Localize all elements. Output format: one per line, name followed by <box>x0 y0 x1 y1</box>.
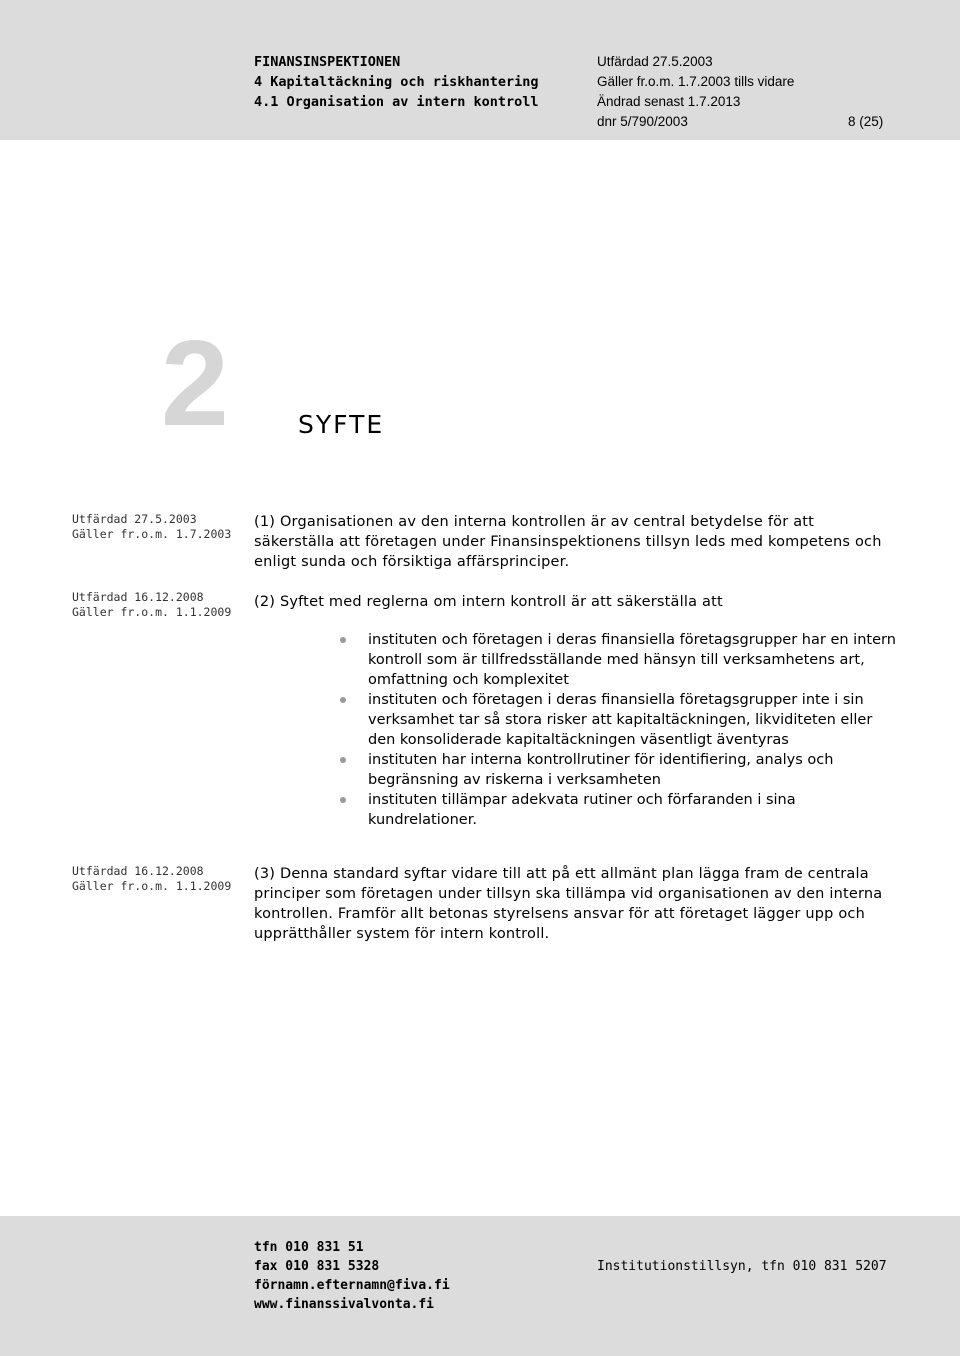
margin-note-valid: Gäller fr.o.m. 1.1.2009 <box>72 605 232 619</box>
paragraph-2: (2) Syftet med reglerna om intern kontroll är att säkerställa att <box>254 594 723 610</box>
margin-note <box>72 864 231 894</box>
bullet-icon <box>340 697 346 703</box>
page-header <box>0 0 960 140</box>
bullet-icon <box>340 757 346 763</box>
margin-note <box>72 512 231 542</box>
header-valid: Gäller fr.o.m. 1.7.2003 tills vidare <box>597 74 795 89</box>
footer-phone: tfn 010 831 51 <box>254 1240 364 1255</box>
page-footer <box>0 1216 960 1356</box>
margin-note-valid: Gäller fr.o.m. 1.7.2003 <box>72 527 232 541</box>
purpose-bullet-list <box>340 630 900 830</box>
list-item-text: instituten har interna kontrollrutiner för identifiering, analys och begränsning av riskerna i verksamheten <box>368 752 834 788</box>
paragraph-3: (3) Denna standard syftar vidare till att på ett allmänt plan lägga fram de centrala principer som företagen under tillsyn ska tillämpa vid organisationen av den interna kontrollen. Framför allt betonas styrelsens ansvar för att företaget lägger upp och upprätthåller system för intern kontroll. <box>254 866 883 942</box>
header-amended: Ändrad senast 1.7.2013 <box>597 94 741 109</box>
header-page-number: 8 (25) <box>848 114 884 129</box>
footer-fax: fax 010 831 5328 <box>254 1259 380 1274</box>
footer-website: www.finanssivalvonta.fi <box>254 1297 435 1312</box>
bullet-icon <box>340 637 346 643</box>
margin-note-issued: Utfärdad 27.5.2003 <box>72 512 197 526</box>
footer-email: förnamn.efternamn@fiva.fi <box>254 1278 450 1293</box>
chapter-title: SYFTE <box>298 410 385 439</box>
list-item <box>340 750 900 790</box>
header-org: FINANSINSPEKTIONEN <box>254 54 401 70</box>
paragraph-1: (1) Organisationen av den interna kontrollen är av central betydelse för att säkerställa att företagen under Finansinspektionens tillsyn leds med kompetens och enligt sunda och försiktiga affärsprinciper. <box>254 514 882 570</box>
list-item <box>340 790 900 830</box>
list-item <box>340 630 900 690</box>
list-item <box>340 690 900 750</box>
margin-note <box>72 590 231 620</box>
bullet-icon <box>340 797 346 803</box>
footer-supervision-contact: Institutionstillsyn, tfn 010 831 5207 <box>597 1259 887 1274</box>
margin-note-valid: Gäller fr.o.m. 1.1.2009 <box>72 879 232 893</box>
chapter-number: 2 <box>161 315 229 451</box>
header-dnr: dnr 5/790/2003 <box>597 114 688 129</box>
margin-note-issued: Utfärdad 16.12.2008 <box>72 864 204 878</box>
header-chapter: 4 Kapitaltäckning och riskhantering <box>254 74 539 90</box>
list-item-text: instituten och företagen i deras finansiella företagsgrupper inte i sin verksamhet tar så stora risker att kapitaltäckningen, likviditeten eller den konsoliderade kapitaltäckningen väsentligt äventyras <box>368 692 873 748</box>
header-section: 4.1 Organisation av intern kontroll <box>254 94 539 110</box>
list-item-text: instituten tillämpar adekvata rutiner och förfaranden i sina kundrelationer. <box>368 792 796 828</box>
header-issued: Utfärdad 27.5.2003 <box>597 54 713 69</box>
list-item-text: instituten och företagen i deras finansiella företagsgrupper har en intern kontroll som är tillfredsställande med hänsyn till verksamhetens art, omfattning och komplexitet <box>368 632 896 688</box>
margin-note-issued: Utfärdad 16.12.2008 <box>72 590 204 604</box>
